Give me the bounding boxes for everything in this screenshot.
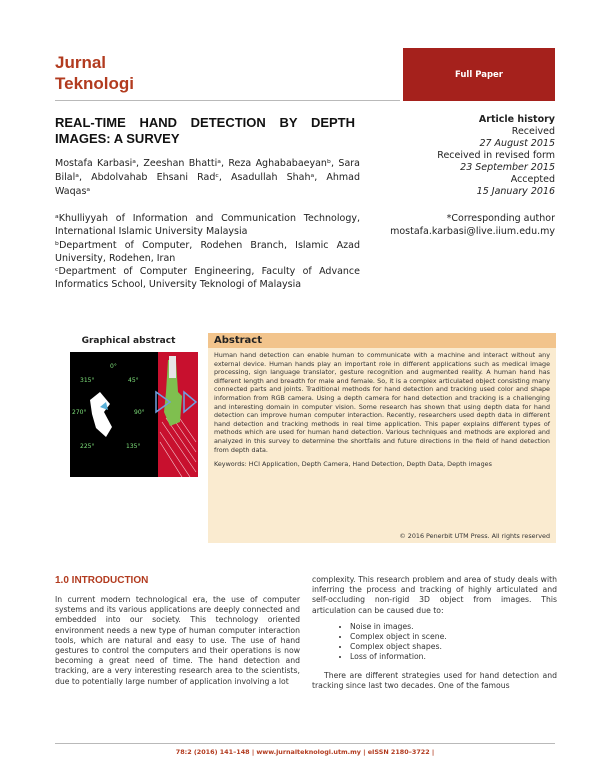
received-date: 27 August 2015 — [479, 138, 555, 149]
abstract-box — [208, 348, 556, 543]
hand-depth-figure — [70, 352, 198, 477]
journal-name-line1: Jurnal — [55, 53, 107, 72]
angle-label: 45° — [128, 377, 139, 384]
accepted-date: 15 January 2016 — [476, 186, 555, 197]
revised-label: Received in revised form — [437, 150, 555, 161]
corresponding-email[interactable]: mostafa.karbasi@live.iium.edu.my — [390, 226, 555, 237]
list-item: • Complex object in scene. — [350, 632, 557, 642]
revised-date: 23 September 2015 — [460, 162, 555, 173]
article-history — [437, 114, 555, 198]
angle-label: 225° — [80, 443, 95, 450]
angle-label: 315° — [80, 377, 95, 384]
footer-divider — [55, 743, 555, 744]
articulation-causes-list — [312, 622, 557, 663]
intro-column-1: In current modern technological era, the use of computer systems and its various applications are deeply connected and embedded into our society. This technology oriented environment needs a new type of human computer interaction tools, which are natural and easy to use. The use of hand gestures to control the computers and their operations is now becoming a great need of time. The hand detection and tracking, are a very interesting research area to the scientists, due to potentially large number of application involving a lot — [55, 595, 300, 686]
affiliation-b: ᵇDepartment of Computer, Rodehen Branch, Islamic Azad University, Rodehen, Iran — [55, 239, 360, 264]
list-item: • Loss of information. — [350, 652, 557, 662]
intro-col2-paragraph-2: There are different strategies used for hand detection and tracking since last two decades. One of the famous — [312, 670, 557, 690]
journal-name-line2: Teknologi — [55, 74, 135, 93]
affiliations — [55, 212, 360, 292]
accepted-label: Accepted — [510, 174, 555, 185]
affiliation-a: ᵃKhulliyyah of Information and Communication Technology, International Islamic University Malaysia — [55, 213, 360, 238]
abstract-keywords: Keywords: HCI Application, Depth Camera, Hand Detection, Depth Data, Depth images — [214, 460, 492, 469]
angle-label: 90° — [134, 409, 145, 416]
angle-label: 135° — [126, 443, 141, 450]
journal-logo — [55, 52, 134, 94]
affiliation-c: ᶜDepartment of Computer Engineering, Faculty of Advance Informatics School, University Teknologi of Malaysia — [55, 266, 360, 291]
header-divider — [55, 100, 400, 101]
corresponding-author — [390, 212, 555, 238]
list-item: • Complex object shapes. — [350, 642, 557, 652]
graphical-abstract-image — [70, 352, 198, 477]
graphical-abstract-heading: Graphical abstract — [81, 336, 176, 346]
intro-col2-paragraph-1: complexity. This research problem and area of study deals with inferring the process and tracking of highly articulated and self-occluding non-rigid 3D object from images. This articulation can be caused due to: — [312, 575, 557, 615]
full-paper-badge: Full Paper — [403, 48, 555, 101]
history-heading: Article history — [478, 114, 555, 125]
angle-label: 0° — [110, 363, 117, 370]
paper-title: REAL-TIME HAND DETECTION BY DEPTH IMAGES: A SURVEY — [55, 115, 355, 146]
abstract-text: Human hand detection can enable human to communicate with a machine and interact without any external device. Human hands play an important role in different applications such as medical image processing, sign language translator, gesture recognition and augmented reality. A human hand has different length and breadth for male and female. So, it is a complex articulated object consisting many connected parts and joints. Traditional methods for hand detection and tracking used color and shape information from RGB camera. Using a depth camera for hand detection and tracking is a challenging and interesting domain in computer vision. Some research has shown that using depth data for hand detection can improve human computer interaction. Recently, researchers used depth data in different hand detection and tracking methods in real time application. This paper explains different types of methods which are used for human hand detection. Various techniques and methods are explored and analyzed in this survey to determine the shortfalls and future directions in the field of hand detection from depth data. — [214, 351, 550, 454]
intro-column-2 — [312, 575, 557, 691]
author-list: Mostafa Karbasiᵃ, Zeeshan Bhattiᵃ, Reza Aghababaeyanᵇ, Sara Bilalᵃ, Abdolvahab Ehsani Radᶜ, Asadullah Shahᵃ, Ahmad Waqasᵃ — [55, 158, 360, 197]
received-label: Received — [511, 126, 555, 137]
corresponding-label: *Corresponding author — [446, 213, 555, 224]
copyright-notice: © 2016 Penerbit UTM Press. All rights reserved — [399, 532, 550, 540]
list-item: • Noise in images. — [350, 622, 557, 632]
angle-label: 270° — [72, 409, 87, 416]
section-heading-introduction: 1.0 INTRODUCTION — [55, 575, 149, 586]
abstract-heading: Abstract — [208, 333, 556, 348]
page-footer: 78:2 (2016) 141–148 | www.jurnalteknologi.utm.my | eISSN 2180–3722 | — [175, 748, 435, 756]
